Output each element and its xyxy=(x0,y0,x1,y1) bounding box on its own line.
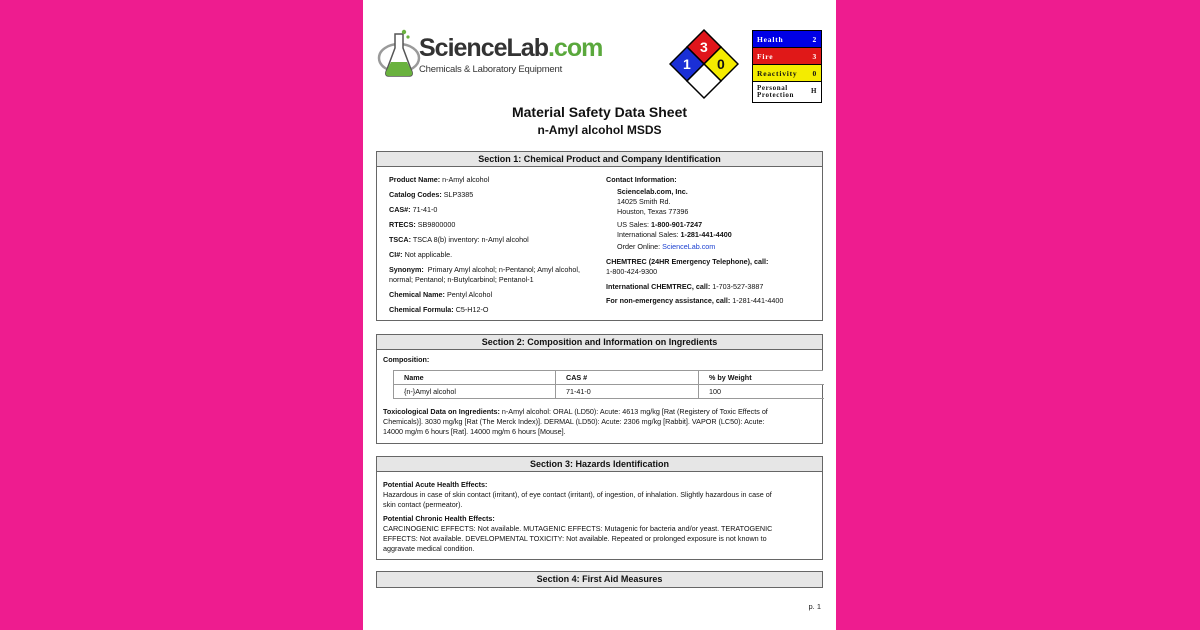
chemtrec-number: 1-800-424-9300 xyxy=(606,267,658,276)
hmis-reactivity-row: Reactivity 0 xyxy=(753,65,821,82)
page-number: p. 1 xyxy=(808,602,821,611)
cas-number: CAS#: 71-41-0 xyxy=(389,205,438,214)
non-emergency: For non-emergency assistance, call: 1-281-441-4400 xyxy=(606,296,784,305)
ingredient-cas: 71-41-0 xyxy=(556,385,699,399)
nfpa-health-value: 1 xyxy=(683,56,691,72)
flask-icon xyxy=(377,28,421,80)
nfpa-diamond xyxy=(669,28,739,102)
nfpa-reactivity-value: 0 xyxy=(717,56,725,72)
contact-label: Contact Information: xyxy=(606,175,677,184)
sciencelab-logo[interactable] xyxy=(377,28,603,80)
column-header-cas: CAS # xyxy=(556,371,699,385)
tox-data-line-3: 14000 mg/m 6 hours [Rat]. 14000 mg/m 6 hours [Mouse]. xyxy=(383,427,566,436)
table-row xyxy=(394,385,824,399)
company-address-2: Houston, Texas 77396 xyxy=(617,207,689,216)
order-online: Order Online: ScienceLab.com xyxy=(617,242,716,251)
section-1-identification xyxy=(376,151,823,321)
rtecs: RTECS: SB9800000 xyxy=(389,220,456,229)
chemical-name: Chemical Name: Pentyl Alcohol xyxy=(389,290,493,299)
synonym: Synonym: Primary Amyl alcohol; n-Pentanol; Amyl alcohol, normal; Pentanol; n-Butylcarbinol; Pentanol-1 xyxy=(389,265,580,284)
section-2-composition xyxy=(376,334,823,444)
section-1-heading: Section 1: Chemical Product and Company Identification xyxy=(377,152,822,167)
tox-data-line-1: Toxicological Data on Ingredients: n-Amyl alcohol: ORAL (LD50): Acute: 4613 mg/kg [Rat (Registery of Toxic Effects of xyxy=(383,407,768,416)
column-header-name: Name xyxy=(394,371,556,385)
logo-wordmark: ScienceLab.com xyxy=(419,34,603,62)
company-address-1: 14025 Smith Rd. xyxy=(617,197,671,206)
composition-table xyxy=(393,370,823,399)
ci-number: CI#: Not applicable. xyxy=(389,250,453,259)
msds-page xyxy=(363,0,836,630)
intl-chemtrec: International CHEMTREC, call: 1-703-527-3887 xyxy=(606,282,764,291)
hmis-rating-table xyxy=(752,30,822,103)
catalog-codes: Catalog Codes: SLP3385 xyxy=(389,190,474,199)
chronic-effects-line-2: EFFECTS: Not available. DEVELOPMENTAL TOXICITY: Not available. Repeated or prolonged exposure is not known to xyxy=(383,534,767,543)
section-3-heading: Section 3: Hazards Identification xyxy=(377,457,822,472)
order-online-link[interactable]: ScienceLab.com xyxy=(662,242,716,251)
table-header-row xyxy=(394,371,824,385)
intl-sales: International Sales: 1-281-441-4400 xyxy=(617,230,732,239)
tsca: TSCA: TSCA 8(b) inventory: n-Amyl alcohol xyxy=(389,235,529,244)
chronic-effects-line-1: CARCINOGENIC EFFECTS: Not available. MUTAGENIC EFFECTS: Mutagenic for bacteria and/or yeast. TERATOGENIC xyxy=(383,524,773,533)
document-title: Material Safety Data Sheet xyxy=(511,104,688,120)
acute-effects-label: Potential Acute Health Effects: xyxy=(383,480,488,489)
nfpa-fire-value: 3 xyxy=(700,39,708,55)
column-header-weight: % by Weight xyxy=(709,373,752,382)
composition-label: Composition: xyxy=(383,355,430,364)
ingredient-name: {n-}Amyl alcohol xyxy=(394,385,556,399)
hmis-fire-row: Fire 3 xyxy=(753,48,821,65)
company-name: Sciencelab.com, Inc. xyxy=(617,187,688,196)
us-sales: US Sales: 1-800-901-7247 xyxy=(617,220,703,229)
chronic-effects-line-3: aggravate medical condition. xyxy=(383,544,475,553)
document-subtitle: n-Amyl alcohol MSDS xyxy=(537,123,662,137)
hmis-protection-row: Personal Protection H xyxy=(753,82,821,102)
section-3-hazards xyxy=(376,456,823,560)
acute-effects-line-1: Hazardous in case of skin contact (irritant), of eye contact (irritant), of ingestion, of inhalation. Slightly hazardous in case of xyxy=(383,490,772,499)
section-4-first-aid xyxy=(376,571,823,588)
hmis-health-row: Health 2 xyxy=(753,31,821,48)
ingredient-weight: 100 xyxy=(709,387,721,396)
chronic-effects-label: Potential Chronic Health Effects: xyxy=(383,514,495,523)
chemtrec-label: CHEMTREC (24HR Emergency Telephone), call: xyxy=(606,257,769,266)
tox-data-line-2: Chemicals)]. 3030 mg/kg [Rat (The Merck Index)]. DERMAL (LD50): Acute: 2306 mg/kg [Rabbit]. VAPOR (LC50): Acute: xyxy=(383,417,765,426)
section-4-heading: Section 4: First Aid Measures xyxy=(377,572,822,587)
section-2-heading: Section 2: Composition and Information on Ingredients xyxy=(377,335,822,350)
product-name: Product Name: n-Amyl alcohol xyxy=(389,175,490,184)
chemical-formula: Chemical Formula: C5-H12-O xyxy=(389,305,489,314)
logo-tagline: Chemicals & Laboratory Equipment xyxy=(419,64,563,75)
acute-effects-line-2: skin contact (permeator). xyxy=(383,500,463,509)
